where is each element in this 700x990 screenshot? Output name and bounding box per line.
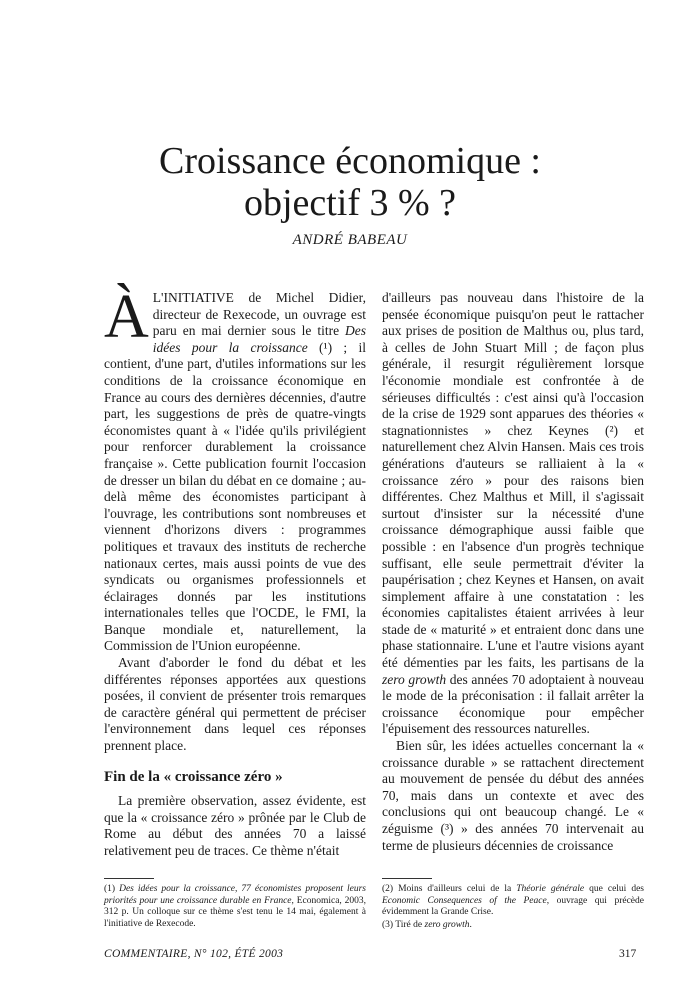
footnote-2-theorie: Théorie générale bbox=[516, 884, 585, 894]
footnote-rule-left bbox=[104, 878, 154, 879]
journal-citation: COMMENTAIRE, N° 102, ÉTÉ 2003 bbox=[104, 948, 284, 960]
footnote-3-text-2: . bbox=[469, 919, 472, 930]
footnotes-left bbox=[104, 884, 366, 931]
footnote-1-book: Des idées pour la croissance, 77 économistes proposent leurs priorités pour une croissance durable en France bbox=[104, 884, 366, 906]
intro-text-1: de Michel Didier, directeur de Rexecode, un ouvrage est paru en mai dernier sous le titre bbox=[152, 290, 366, 339]
author-name: ANDRÉ BABEAU bbox=[292, 232, 408, 248]
p4-text-1: d'ailleurs pas nouveau dans l'histoire de la pensée économique puisqu'on peut le rattacher aux prises de position de Malthus ou, plus tard, à celles de John Stuart Mill ; de façon plus générale, il resurgit régulièrement lorsque l'économie mondiale est confrontée à de sérieuses difficultés : c'est ainsi qu'à l'occasion de la crise de 1929 sont apparues des théories « stagnationnistes » chez Keynes (²) et naturellement chez Alvin Hansen. Mais ces trois générations d'auteurs se ralliaient à la « croissance zéro » pour des raisons bien différentes. Chez Malthus et Mill, il s'agissait surtout d'insister sur la nécessité d'une croissance démographique aussi faible que possible : en l'absence d'un progrès technique suffisant, elle seule permettrait d'éviter la paupérisation ; chez Keynes et Hansen, on avait simplement affaire à une constatation : les économies capitalistes étaient arrivées à leur stade de « maturité » et entraient donc dans une phase stationnaire. L'une et l'autre visions ayant été démenties par les faits, les partisans de la bbox=[382, 290, 644, 671]
article-title bbox=[0, 140, 700, 224]
title-line-2: objectif 3 % ? bbox=[243, 182, 457, 224]
footnote-rule-right bbox=[382, 878, 432, 879]
footnote-2-text-3: , ouvrage qui précède évidemment la Grande Crise. bbox=[382, 895, 644, 918]
column-left bbox=[104, 283, 366, 860]
section-heading: Fin de la « croissance zéro » bbox=[104, 768, 283, 785]
p4-text-2: des années 70 adoptaient à nouveau le mode de la préconisation : il fallait arrêter la croissance économique pour empêcher l'épuisement des ressources naturelles. bbox=[382, 671, 644, 737]
page-number: 317 bbox=[619, 948, 637, 960]
footnote-2-text-1: (2) Moins d'ailleurs celui de la bbox=[382, 884, 517, 894]
paragraph-2: Avant d'aborder le fond du débat et les différentes réponses apportées aux questions posées, il convient de présenter trois remarques de caractère général qui permettent de préciser l'environnement dans lequel ces réponses prennent place. bbox=[104, 655, 366, 754]
footnote-3-term: zero growth bbox=[424, 919, 470, 930]
footnote-2-economic: Economic Consequences of the Peace bbox=[382, 895, 547, 906]
footnotes-right bbox=[382, 884, 644, 932]
title-line-1: Croissance économique : bbox=[158, 140, 541, 182]
intro-text-2: (¹) ; il contient, d'une part, d'utiles informations sur les conditions de la croissance économique en France au cours des dernières décennies, d'autre part, les suggestions de près de quatre-vingts économistes quant à « l'idée qu'ils privilégient pour renforcer durablement la croissance française ». Cette publication fournit l'occasion de dresser un bilan du débat en ce domaine ; au-delà même des économistes participant à l'ouvrage, les contributions sont nombreuses et viennent d'horizons divers : programmes politiques et travaux des instituts de recherche nationaux certes, mais aussi points de vue des syndicats ou organismes professionnels et éclairages donnés par les institutions internationales telles que l'OCDE, le FMI, la Banque mondiale et, naturellement, la Commission de l'Union européenne. bbox=[104, 339, 366, 654]
footnote-2-text-2: que celui des bbox=[584, 884, 645, 894]
footnote-3-text-1: (3) Tiré de bbox=[382, 919, 425, 930]
lead-in: L'INITIATIVE bbox=[152, 290, 234, 305]
paragraph-3: La première observation, assez évidente, est que la « croissance zéro » prônée par le Club de Rome au début des années 70 a laissé relativement peu de traces. Ce thème n'était bbox=[104, 793, 366, 858]
paragraph-4 bbox=[382, 290, 644, 738]
column-right bbox=[382, 290, 644, 854]
zero-growth-term: zero growth bbox=[382, 671, 447, 687]
drop-cap: À bbox=[104, 283, 149, 351]
footnote-1-rest: , Economica, 2003, 312 p. Un colloque sur ce thème s'est tenu le 14 mai, également à l'initiative de Rexecode. bbox=[104, 895, 367, 929]
book-title: Des idées pour la croissance bbox=[152, 323, 366, 355]
paragraph-intro bbox=[104, 283, 366, 655]
footnote-1 bbox=[104, 884, 366, 930]
footnote-1-mark: (1) bbox=[104, 884, 120, 894]
footnote-3 bbox=[382, 920, 644, 932]
paragraph-5: Bien sûr, les idées actuelles concernant la « croissance durable » se rattachent directement au mouvement de pensée du début des années 70, mais dans un contexte et avec des conclusions qui ont beaucoup changé. Le « zéguisme (³) » des années 70 intervenait au terme de plusieurs décennies de croissance bbox=[382, 738, 644, 853]
footnote-2 bbox=[382, 884, 644, 919]
